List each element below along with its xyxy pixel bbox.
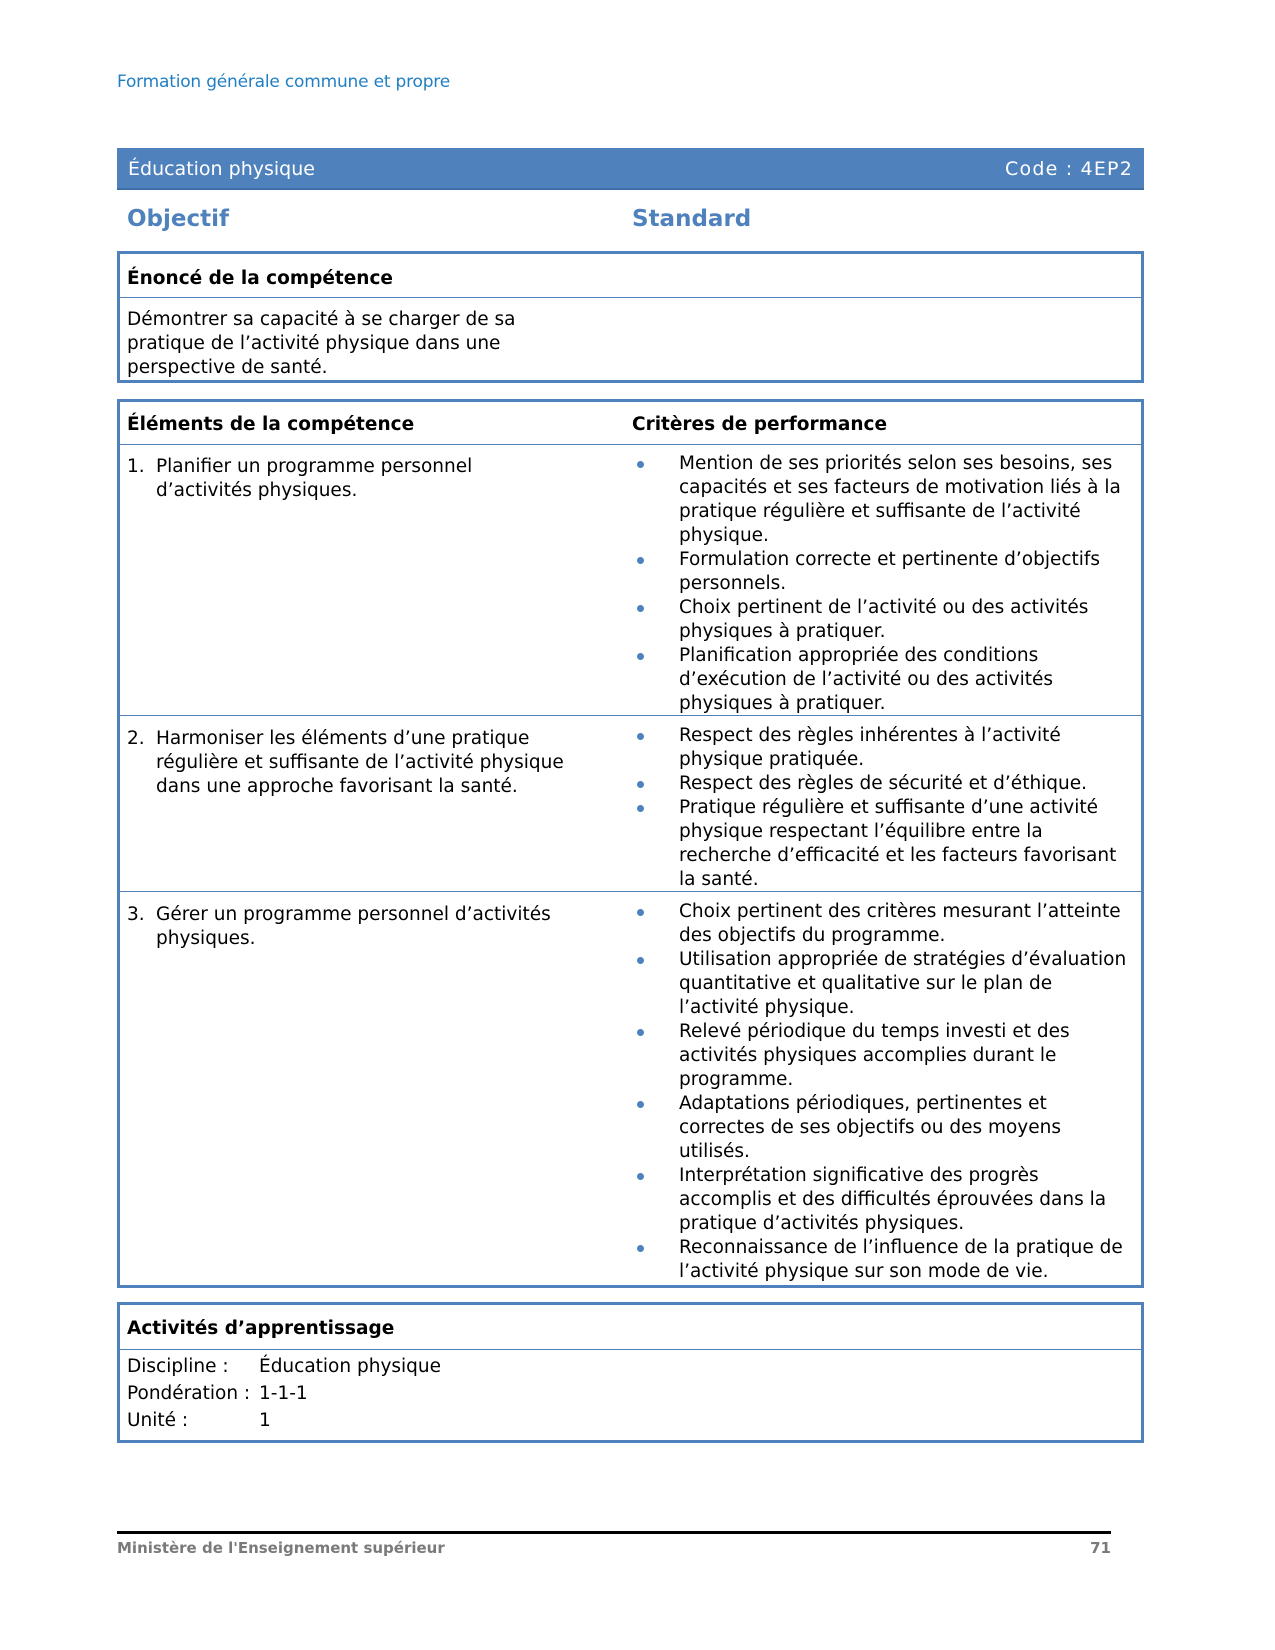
criterion-item: Choix pertinent des critères mesurant l’atteinte des objectifs du programme. <box>635 900 1127 948</box>
divider <box>120 444 1141 445</box>
bullet-icon <box>637 733 644 740</box>
enonce-line: perspective de santé. <box>127 357 328 378</box>
field-label: Pondération : <box>127 1383 251 1404</box>
bullet-icon <box>637 1101 644 1108</box>
element-line: physiques. <box>156 928 256 949</box>
bullet-icon <box>637 605 644 612</box>
criterion-item: Adaptations périodiques, pertinentes et correctes de ses objectifs ou des moyens utilisés. <box>635 1092 1127 1164</box>
field-value: 1 <box>259 1410 271 1431</box>
bullet-icon <box>637 1173 644 1180</box>
bullet-icon <box>637 1245 644 1252</box>
criterion-item: Respect des règles inhérentes à l’activité physique pratiquée. <box>635 724 1127 772</box>
enonce-header: Énoncé de la compétence <box>127 268 393 289</box>
ponderation-row <box>127 1382 308 1406</box>
element-line: d’activités physiques. <box>156 480 358 501</box>
enonce-text <box>127 308 516 380</box>
element-number: 1. <box>127 456 145 477</box>
enonce-box <box>117 251 1144 383</box>
unite-row <box>127 1409 271 1433</box>
element-line: Harmoniser les éléments d’une pratique <box>156 728 530 749</box>
criterion-item: Utilisation appropriée de stratégies d’évaluation quantitative et qualitative sur le plan de l’activité physique. <box>635 948 1127 1020</box>
activites-box <box>117 1302 1144 1443</box>
criterion-item: Reconnaissance de l’influence de la pratique de l’activité physique sur son mode de vie. <box>635 1236 1127 1284</box>
row-divider <box>120 715 1141 716</box>
bullet-icon <box>637 653 644 660</box>
enonce-line: Démontrer sa capacité à se charger de sa <box>127 309 516 330</box>
bullet-icon <box>637 781 644 788</box>
discipline-title: Éducation physique <box>128 158 315 180</box>
element-item <box>127 903 596 951</box>
running-head: Formation générale commune et propre <box>117 72 450 92</box>
footer-publisher: Ministère de l'Enseignement supérieur <box>117 1539 445 1557</box>
criterion-item: Pratique régulière et suffisante d’une activité physique respectant l’équilibre entre la recherche d’efficacité et les facteurs favorisant la santé. <box>635 796 1127 892</box>
element-line: dans une approche favorisant la santé. <box>156 776 518 797</box>
standard-heading: Standard <box>632 206 752 232</box>
criterion-item: Relevé périodique du temps investi et des activités physiques accomplies durant le programme. <box>635 1020 1127 1092</box>
bullet-icon <box>637 557 644 564</box>
col-header-elements: Éléments de la compétence <box>127 414 415 435</box>
criterion-item: Respect des règles de sécurité et d’éthique. <box>635 772 1127 796</box>
element-item <box>127 727 596 799</box>
col-header-criteres: Critères de performance <box>632 414 888 435</box>
course-code: Code : 4EP2 <box>1005 158 1133 180</box>
element-number: 2. <box>127 728 145 749</box>
bullet-icon <box>637 1029 644 1036</box>
row-divider <box>120 891 1141 892</box>
bullet-icon <box>637 461 644 468</box>
field-label: Unité : <box>127 1410 189 1431</box>
field-label: Discipline : <box>127 1356 229 1377</box>
criterion-item: Choix pertinent de l’activité ou des activités physiques à pratiquer. <box>635 596 1127 644</box>
field-value: 1-1-1 <box>259 1383 308 1404</box>
page-number: 71 <box>1090 1539 1111 1557</box>
divider <box>120 297 1141 298</box>
criterion-item: Planification appropriée des conditions d’exécution de l’activité ou des activités physiques à pratiquer. <box>635 644 1127 716</box>
criterion-item: Mention de ses priorités selon ses besoins, ses capacités et ses facteurs de motivation liés à la pratique régulière et suffisante de l’activité physique. <box>635 452 1127 548</box>
element-item <box>127 455 596 503</box>
competence-table <box>117 399 1144 1288</box>
criterion-item: Interprétation significative des progrès accomplis et des difficultés éprouvées dans la pratique d’activités physiques. <box>635 1164 1127 1236</box>
element-line: régulière et suffisante de l’activité physique <box>156 752 564 773</box>
bullet-icon <box>637 805 644 812</box>
criteria-list <box>635 724 1127 892</box>
enonce-line: pratique de l’activité physique dans une <box>127 333 501 354</box>
title-bar <box>117 148 1144 190</box>
discipline-row <box>127 1355 441 1379</box>
activites-header: Activités d’apprentissage <box>127 1318 395 1339</box>
objectif-heading: Objectif <box>127 206 230 232</box>
criterion-item: Formulation correcte et pertinente d’objectifs personnels. <box>635 548 1127 596</box>
divider <box>120 1349 1141 1350</box>
footer-rule <box>117 1531 1111 1534</box>
bullet-icon <box>637 909 644 916</box>
field-value: Éducation physique <box>259 1356 442 1377</box>
element-line: Gérer un programme personnel d’activités <box>156 904 551 925</box>
element-line: Planifier un programme personnel <box>156 456 473 477</box>
criteria-list <box>635 900 1127 1284</box>
element-number: 3. <box>127 904 145 925</box>
criteria-list <box>635 452 1127 716</box>
bullet-icon <box>637 957 644 964</box>
